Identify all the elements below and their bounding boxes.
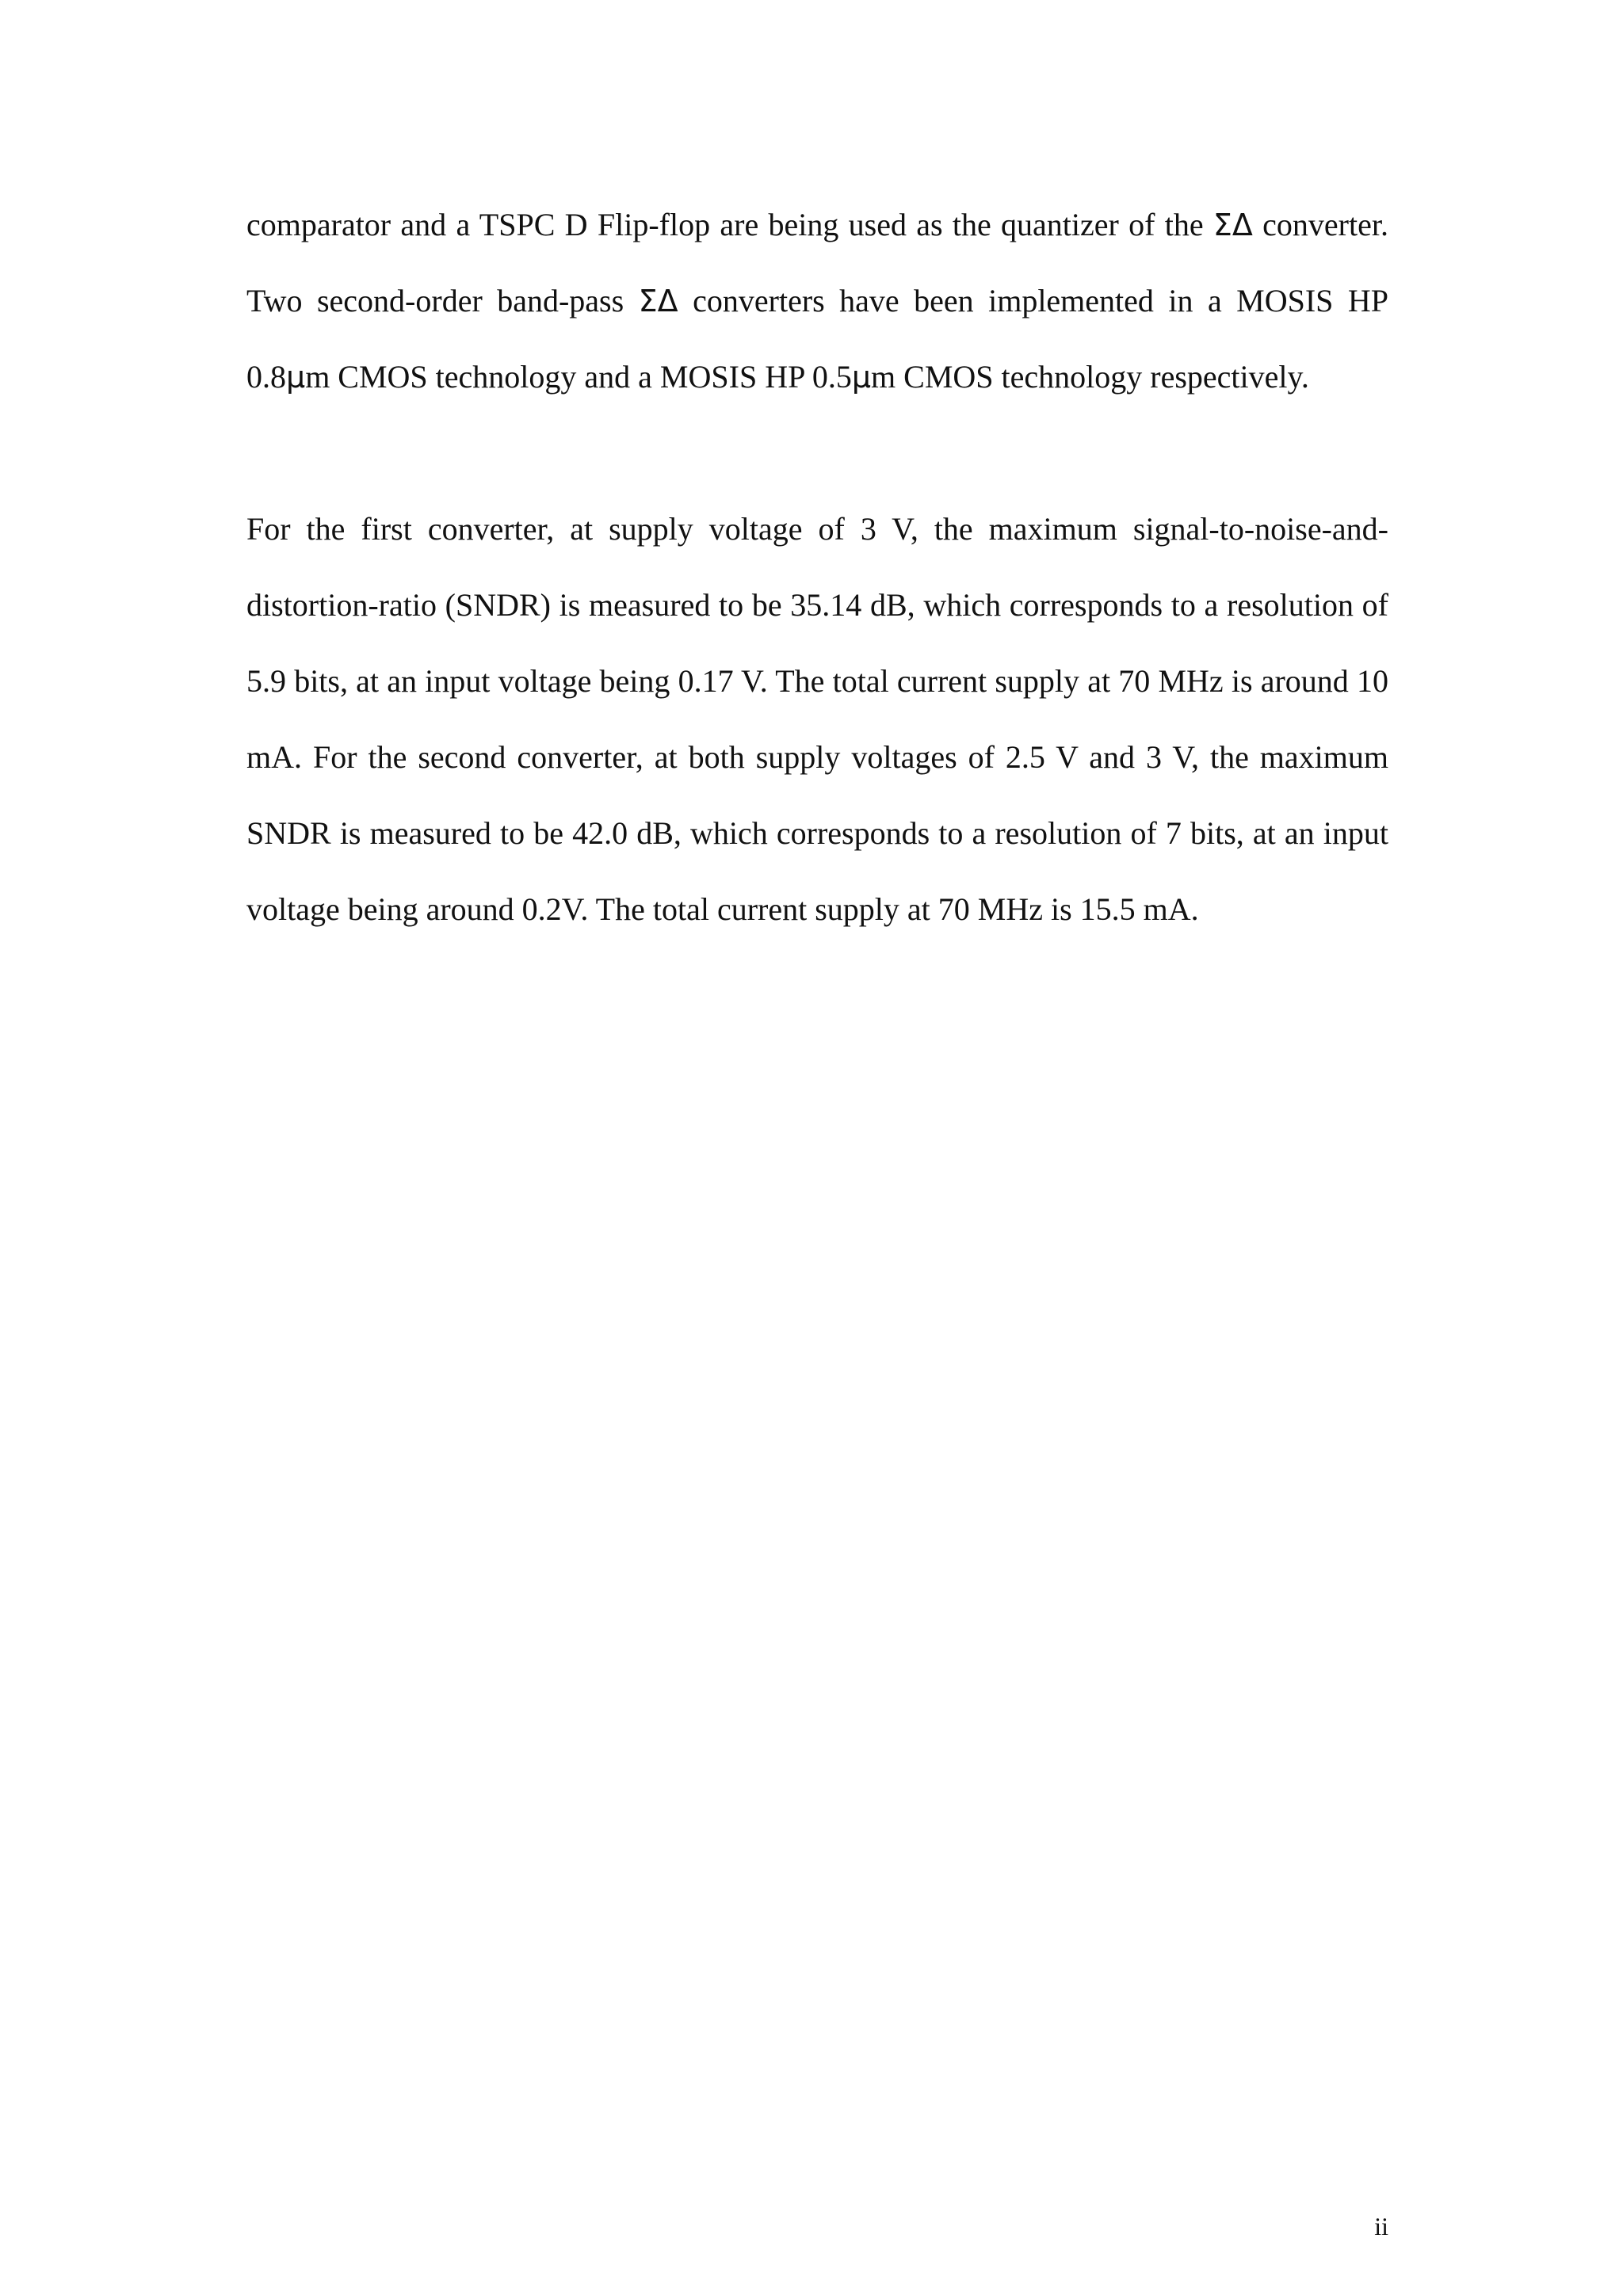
paragraph-1-text-5: m CMOS technology respectively.: [871, 359, 1309, 395]
page-body: [246, 187, 1388, 948]
sigma-delta-symbol: ΣΔ: [1212, 208, 1253, 242]
paragraph-1: [246, 187, 1388, 415]
micro-symbol: μ: [286, 360, 306, 395]
paragraph-1-text-3: converters have been implemented in a MOSIS HP 0.8: [246, 283, 1388, 395]
paragraph-2-text: For the first converter, at supply voltage of 3 V, the maximum signal-to-noise-and-distortion-ratio (SNDR) is measured to be 35.14 dB, which corresponds to a resolution of 5.9 bits, at an input voltage being 0.17 V. The total current supply at 70 MHz is around 10 mA. For the second converter, at both supply voltages of 2.5 V and 3 V, the maximum SNDR is measured to be 42.0 dB, which corresponds to a resolution of 7 bits, at an input voltage being around 0.2V. The total current supply at 70 MHz is 15.5 mA.: [246, 511, 1388, 927]
page-number: ii: [1374, 2212, 1388, 2241]
paragraph-1-text-2: converter. Two second-order band-pass: [246, 207, 1388, 318]
sigma-delta-symbol: ΣΔ: [638, 284, 678, 318]
micro-symbol: μ: [851, 360, 872, 395]
paragraph-1-text-1: comparator and a TSPC D Flip-flop are being used as the quantizer of the: [246, 207, 1213, 242]
paragraph-2: [246, 491, 1388, 948]
paragraph-1-text-4: m CMOS technology and a MOSIS HP 0.5: [305, 359, 852, 395]
